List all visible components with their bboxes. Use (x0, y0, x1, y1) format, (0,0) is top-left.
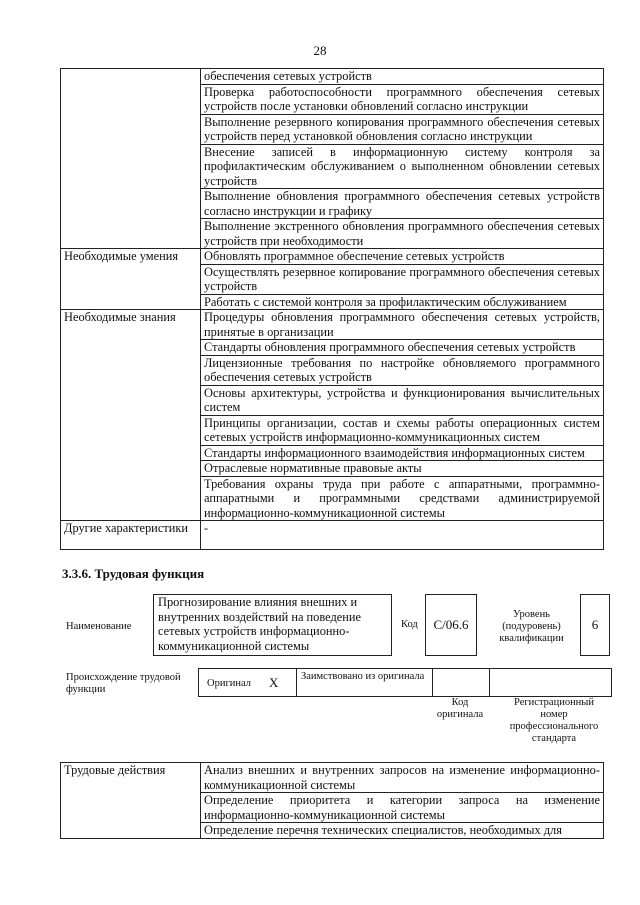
table-row (61, 521, 604, 550)
labor-action: обеспечения сетевых устройств (201, 69, 604, 85)
knowledge-label: Необходимые знания (61, 310, 201, 521)
origin-label: Происхождение трудовой функции (66, 672, 181, 695)
reg-number-caption: Регистрационный номер профессионального стандарта (509, 697, 599, 744)
knowledge-item: Отраслевые нормативные правовые акты (201, 461, 604, 477)
labor-action: Выполнение экстренного обновления программного обеспечения сетевых устройств при необходимости (201, 219, 604, 249)
skills-label: Необходимые умения (61, 249, 201, 310)
page-number: 28 (313, 43, 327, 58)
table-row (61, 249, 604, 265)
other-characteristics-label: Другие характеристики (61, 521, 201, 550)
labor-action: Анализ внешних и внутренних запросов на изменение информационно-коммуникационной системы (201, 763, 604, 793)
function-name-box: Прогнозирование влияния внешних и внутренних воздействий на поведение сетевых устройств информационно-коммуникационной системы (153, 594, 392, 656)
borrowed-label: Заимствовано из оригинала (301, 671, 425, 682)
knowledge-item: Стандарты информационного взаимодействия информационных систем (201, 445, 604, 461)
labor-action: Выполнение резервного копирования программного обеспечения сетевых устройств перед установкой обновления согласно инструкции (201, 114, 604, 144)
knowledge-item: Лицензионные требования по настройке обновляемого программного обеспечения сетевых устройств (201, 355, 604, 385)
labor-actions-label: Трудовые действия (61, 763, 201, 839)
table-row (61, 763, 604, 793)
original-mark: X (269, 675, 279, 690)
knowledge-item: Стандарты обновления программного обеспечения сетевых устройств (201, 340, 604, 356)
knowledge-item: Требования охраны труда при работе с аппаратными, программно-аппаратными и программными средствами администрируемой информационно-коммуникационной системы (201, 476, 604, 521)
other-characteristics-value: - (201, 521, 604, 550)
labor-action: Проверка работоспособности программного обеспечения сетевых устройств после установки обновлений согласно инструкции (201, 84, 604, 114)
labor-action: Определение приоритета и категории запроса на изменение информационно-коммуникационной системы (201, 793, 604, 823)
original-label: Оригинал (207, 678, 251, 689)
divider (296, 669, 297, 696)
knowledge-item: Принципы организации, состав и схемы работы операционных систем сетевых устройств информационно-коммуникационных систем (201, 415, 604, 445)
skill-item: Обновлять программное обеспечение сетевых устройств (201, 249, 604, 265)
level-label: Уровень (подуровень) квалификации (499, 609, 564, 644)
code-original-caption: Код оригинала (436, 697, 484, 720)
knowledge-item: Процедуры обновления программного обеспечения сетевых устройств, принятые в организации (201, 310, 604, 340)
labor-action: Выполнение обновления программного обеспечения сетевых устройств согласно инструкции и графику (201, 189, 604, 219)
table-row (61, 310, 604, 340)
table-row (61, 69, 604, 85)
skill-item: Осуществлять резервное копирование программного обеспечения сетевых устройств (201, 264, 604, 294)
skills-table (60, 68, 604, 550)
divider (432, 669, 433, 696)
name-label: Наименование (66, 621, 132, 632)
labor-action: Определение перечня технических специалистов, необходимых для (201, 823, 604, 839)
origin-box (198, 668, 612, 697)
labor-actions-table (60, 762, 604, 839)
knowledge-item: Основы архитектуры, устройства и функционирования вычислительных систем (201, 385, 604, 415)
code-label: Код (401, 619, 418, 630)
code-value-box: C/06.6 (425, 594, 477, 656)
labor-action: Внесение записей в информационную систему контроля за профилактическим обслуживанием о выполненном обновлении сетевых устройств (201, 144, 604, 189)
divider (489, 669, 490, 696)
row-label (61, 69, 201, 249)
skill-item: Работать с системой контроля за профилактическим обслуживанием (201, 294, 604, 310)
level-value-box: 6 (580, 594, 610, 656)
section-title: 3.3.6. Трудовая функция (62, 566, 205, 581)
